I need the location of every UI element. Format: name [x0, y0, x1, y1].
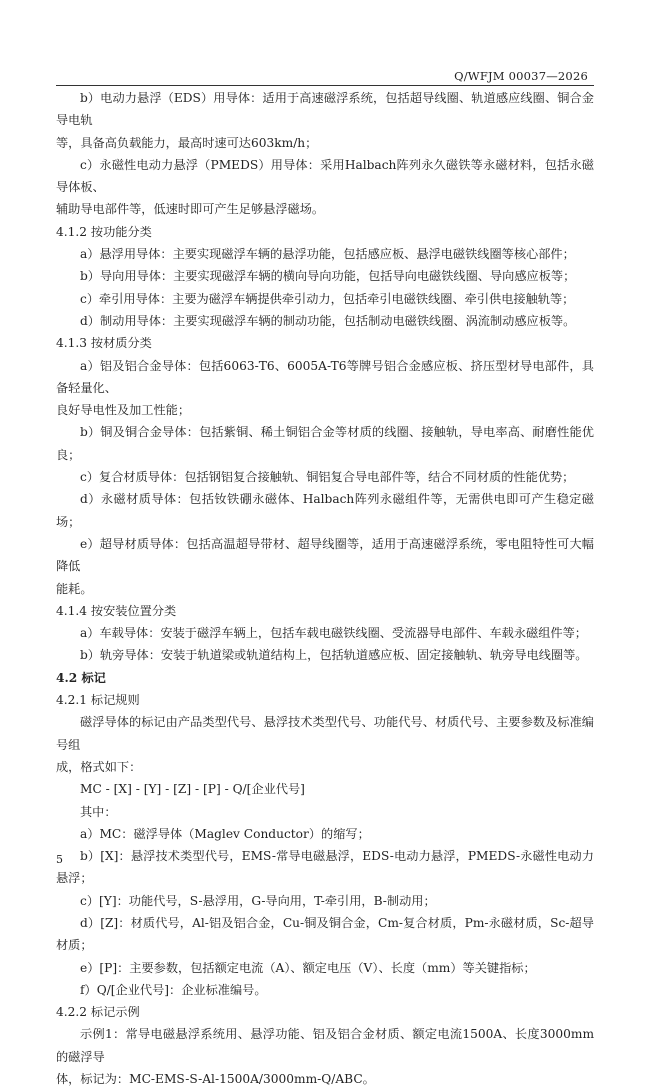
text-line: 成，格式如下：	[56, 759, 142, 774]
text-line: 等，具备高负载能力，最高时速可达603km/h；	[56, 135, 318, 150]
text-line: a）车载导体：安装于磁浮车辆上，包括车载电磁铁线圈、受流器导电部件、车载永磁组件等；	[80, 626, 587, 641]
text-line: 4.2.1 标记规则	[56, 693, 140, 708]
text-line: 4.1.3 按材质分类	[56, 336, 152, 351]
text-line: MC - [X] - [Y] - [Z] - [P] - Q/[企业代号]	[80, 782, 305, 797]
text-line: 磁浮导体的标记由产品类型代号、悬浮技术类型代号、功能代号、材质代号、主要参数及标准编号组	[56, 715, 594, 752]
text-line: d）制动用导体：主要实现磁浮车辆的制动功能，包括制动电磁铁线圈、涡流制动感应板等。	[80, 313, 576, 328]
text-line: f）Q/[企业代号]：企业标准编号。	[80, 982, 267, 997]
text-line: a）悬浮用导体：主要实现磁浮车辆的悬浮功能，包括感应板、悬浮电磁铁线圈等核心部件；	[80, 247, 575, 262]
text-line: d）[Z]：材质代号，Al-铝及铝合金，Cu-铜及铜合金，Cm-复合材质，Pm-永磁材质，Sc-超导材质；	[56, 915, 594, 953]
text-line: e）超导材质导体：包括高温超导带材、超导线圈等，适用于高速磁浮系统，零电阻特性可大幅降低	[56, 536, 594, 574]
text-line: 4.2 标记	[56, 670, 106, 685]
text-line: b）铜及铜合金导体：包括紫铜、稀土铜铝合金等材质的线圈、接触轨，导电率高、耐磨性能优良；	[56, 425, 594, 462]
text-line: 4.1.2 按功能分类	[56, 224, 152, 239]
text-line: 4.2.2 标记示例	[56, 1005, 140, 1020]
text-line: a）铝及铝合金导体：包括6063-T6、6005A-T6等牌号铝合金感应板、挤压型材导电部件，具备轻量化、	[56, 358, 594, 395]
header-rule	[56, 85, 594, 86]
text-line: b）[X]：悬浮技术类型代号，EMS-常导电磁悬浮，EDS-电动力悬浮，PMEDS-永磁性电动力悬浮；	[56, 849, 594, 886]
text-line: 能耗。	[56, 581, 93, 596]
text-line: b）导向用导体：主要实现磁浮车辆的横向导向功能，包括导向电磁铁线圈、导向感应板等；	[80, 269, 576, 284]
text-line: 4.1.4 按安装位置分类	[56, 603, 177, 618]
page-number: 5	[56, 853, 63, 866]
text-line: c）永磁性电动力悬浮（PMEDS）用导体：采用Halbach阵列永久磁铁等永磁材料，包括永磁导体板、	[56, 157, 594, 195]
text-line: 其中：	[80, 804, 117, 819]
text-line: c）复合材质导体：包括钢铝复合接触轨、铜铝复合导电部件等，结合不同材质的性能优势；	[80, 470, 575, 485]
text-line: e）[P]：主要参数，包括额定电流（A）、额定电压（V）、长度（mm）等关键指标；	[80, 960, 536, 975]
text-line: c）牵引用导体：主要为磁浮车辆提供牵引动力，包括牵引电磁铁线圈、牵引供电接触轨等；	[80, 291, 575, 306]
document-number: Q/WFJM 00037—2026	[454, 69, 588, 83]
text-line: 辅助导电部件等，低速时即可产生足够悬浮磁场。	[56, 202, 325, 217]
text-line: 良好导电性及加工性能；	[56, 403, 191, 418]
text-line: 示例1：常导电磁悬浮系统用、悬浮功能、铝及铝合金材质、额定电流1500A、长度3000mm的磁浮导	[56, 1027, 594, 1064]
text-line: 体，标记为：MC-EMS-S-Al-1500A/3000mm-Q/ABC。	[56, 1072, 375, 1087]
text-line: b）轨旁导体：安装于轨道梁或轨道结构上，包括轨道感应板、固定接触轨、轨旁导电线圈等。	[80, 648, 588, 663]
document-body	[56, 87, 594, 1090]
text-line: a）MC：磁浮导体（Maglev Conductor）的缩写；	[80, 826, 370, 841]
text-line: c）[Y]：功能代号，S-悬浮用，G-导向用，T-牵引用，B-制动用；	[80, 893, 436, 908]
text-line: d）永磁材质导体：包括钕铁硼永磁体、Halbach阵列永磁组件等，无需供电即可产生稳定磁场；	[56, 492, 594, 529]
text-line: b）电动力悬浮（EDS）用导体：适用于高速磁浮系统，包括超导线圈、轨道感应线圈、铜合金导电轨	[56, 91, 594, 128]
